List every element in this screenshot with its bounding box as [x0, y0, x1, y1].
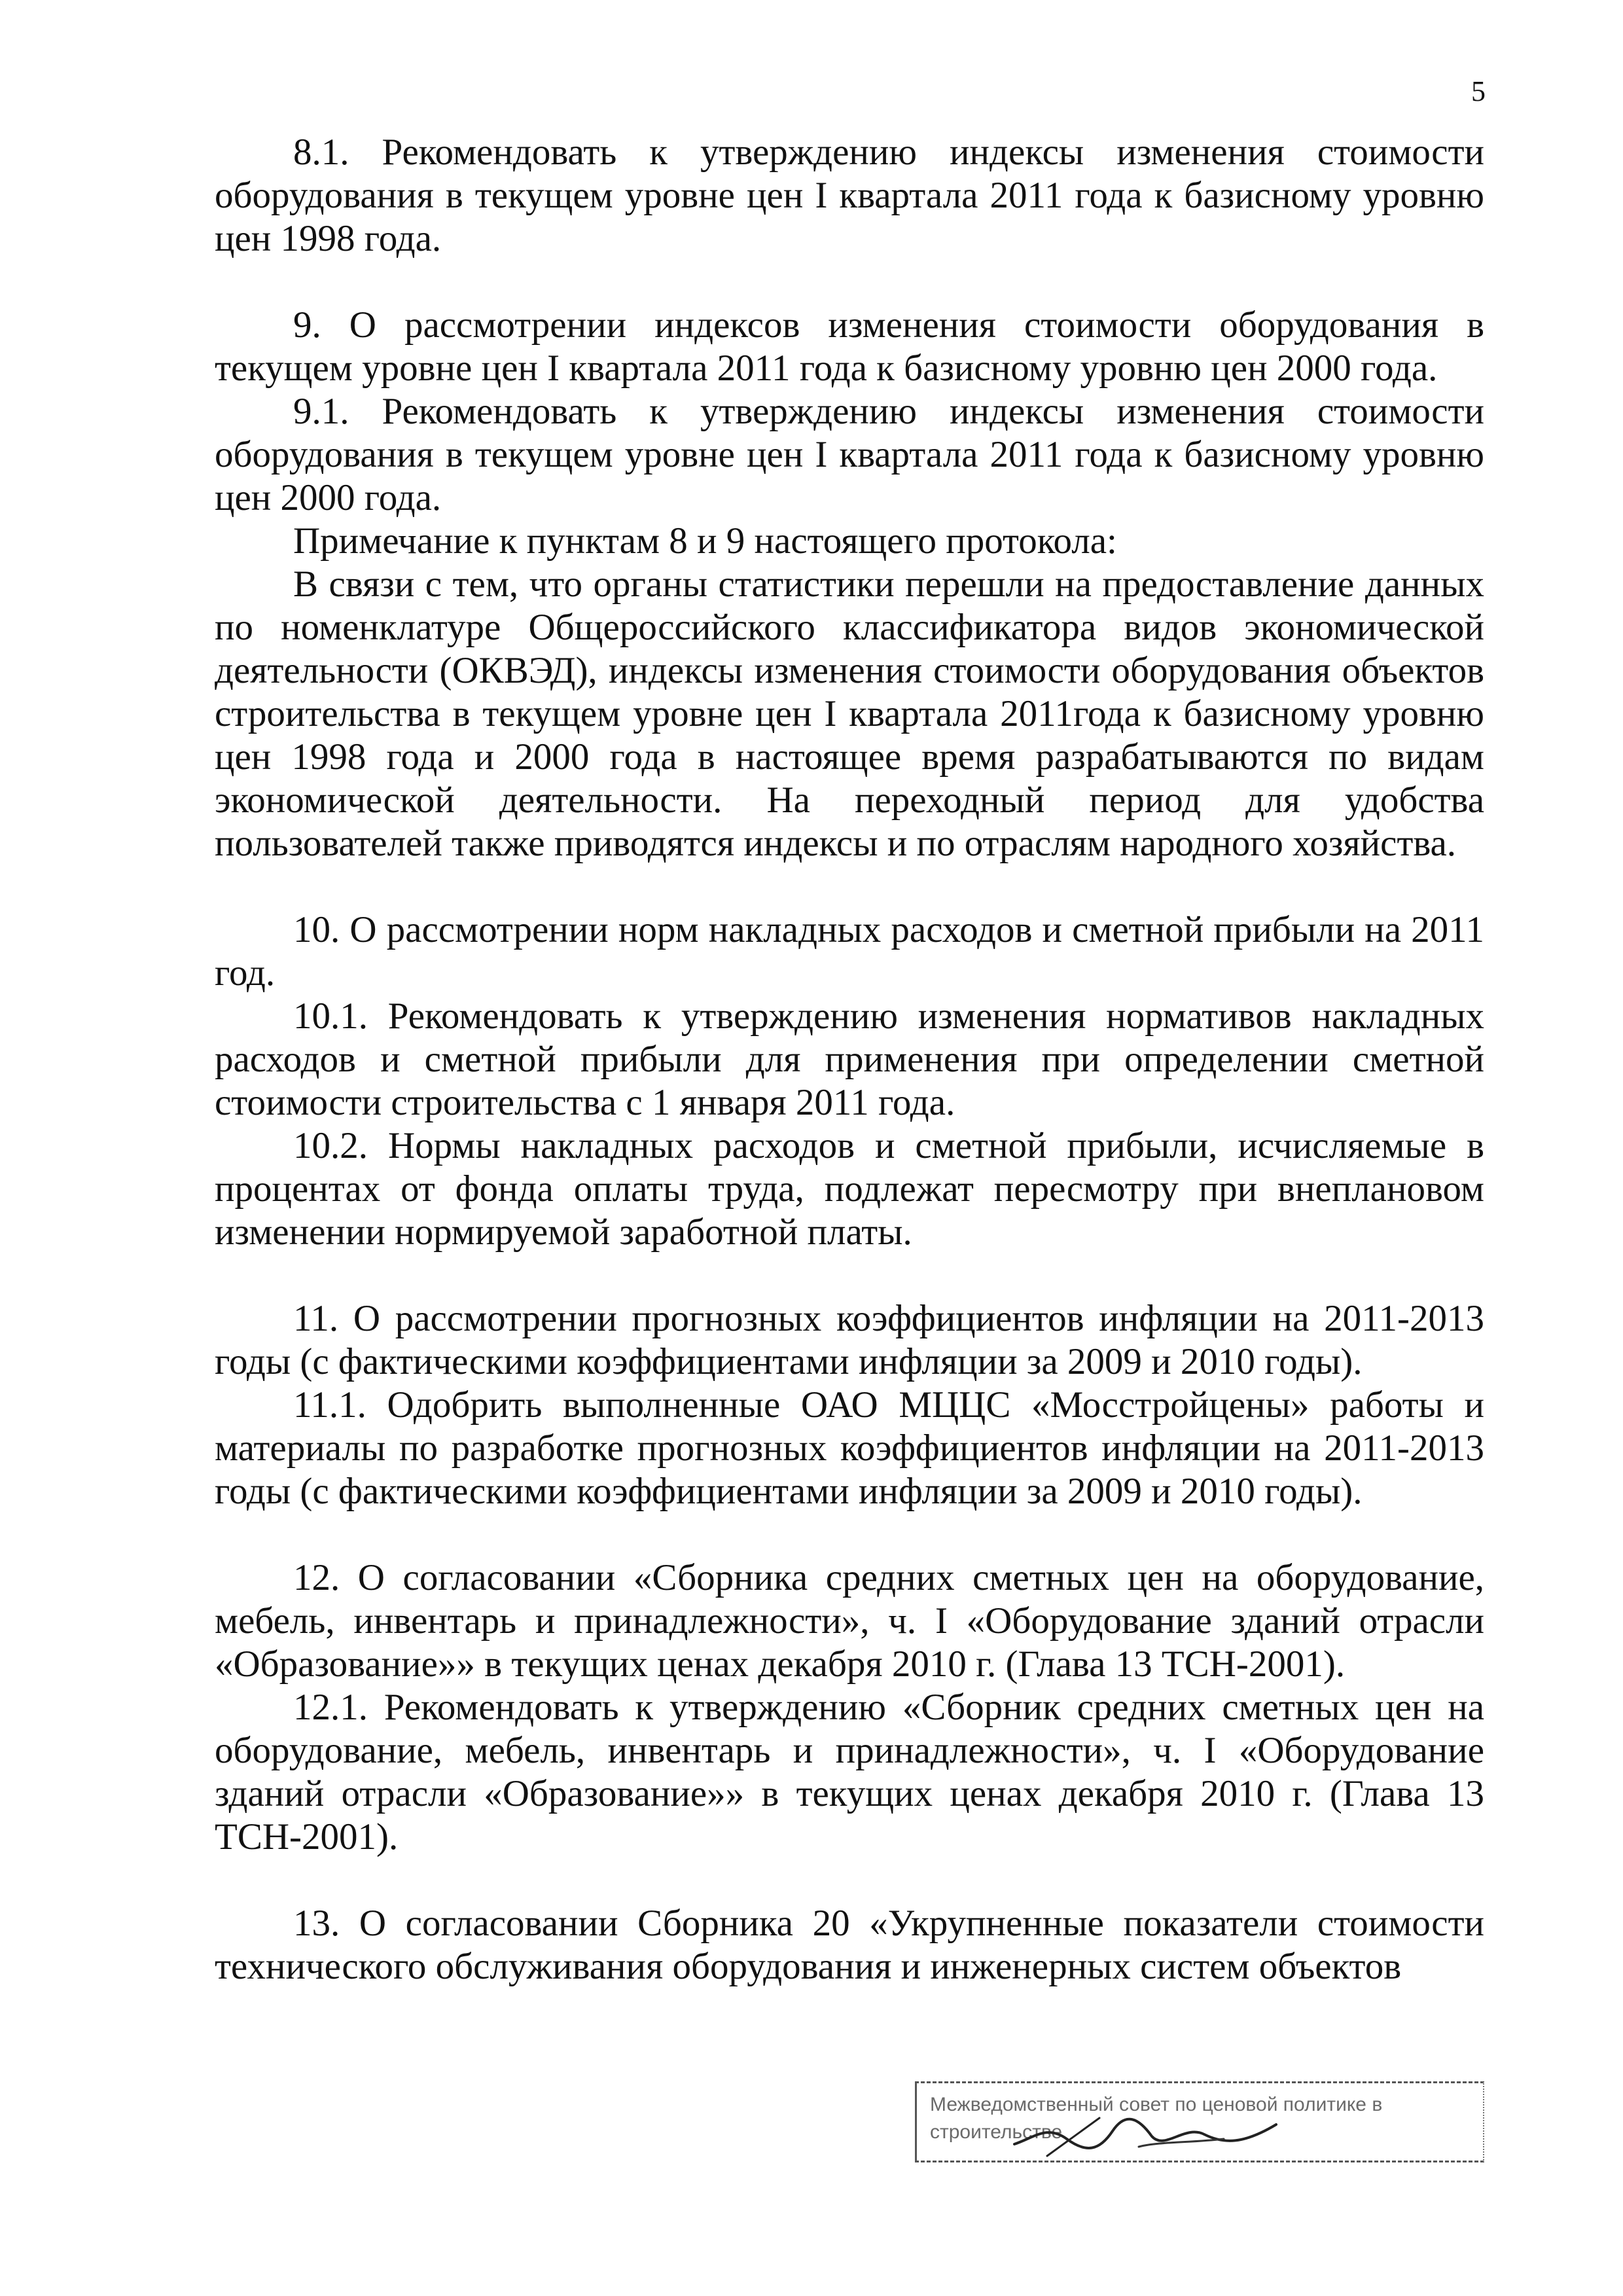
spacer [215, 1513, 1484, 1556]
spacer [215, 260, 1484, 304]
paragraph-9: 9. О рассмотрении индексов изменения стоимости оборудования в текущем уровне цен I квартала 2011 года к базисному уровню цен 2000 года. [215, 304, 1484, 389]
paragraph-9-1: 9.1. Рекомендовать к утверждению индексы изменения стоимости оборудования в текущем уровне цен I квартала 2011 года к базисному уровню цен 2000 года. [215, 391, 1484, 518]
paragraph-10-1: 10.1. Рекомендовать к утверждению изменения нормативов накладных расходов и сметной прибыли для применения при определении сметной стоимости строительства с 1 января 2011 года. [215, 996, 1484, 1123]
paragraph-8-1: 8.1. Рекомендовать к утверждению индексы изменения стоимости оборудования в текущем уровне цен I квартала 2011 года к базисному уровню цен 1998 года. [215, 132, 1484, 259]
paragraph-12-1: 12.1. Рекомендовать к утверждению «Сборник средних сметных цен на оборудование, мебель, инвентарь и принадлежности», ч. I «Оборудование зданий отрасли «Образование»» в текущих ценах декабря 2010 г. (Глава 13 ТСН-2001). [215, 1687, 1484, 1857]
paragraph-10-2: 10.2. Нормы накладных расходов и сметной прибыли, исчисляемые в процентах от фонда оплаты труда, подлежат пересмотру при внеплановом изменении нормируемой заработной платы. [215, 1125, 1484, 1253]
document-body [215, 131, 1484, 1988]
spacer [215, 1254, 1484, 1297]
paragraph-12: 12. О согласовании «Сборника средних сметных цен на оборудование, мебель, инвентарь и принадлежности», ч. I «Оборудование зданий отрасли «Образование»» в текущих ценах декабря 2010 г. (Глава 13 ТСН-2001). [215, 1557, 1484, 1685]
stamp-line-2: строительстве [930, 2121, 1063, 2143]
paragraph-13: 13. О согласовании Сборника 20 «Укрупненные показатели стоимости технического обслуживания оборудования и инженерных систем объектов [215, 1903, 1484, 1987]
stamp-line-1: Межведомственный совет по ценовой политике в [930, 2094, 1383, 2115]
paragraph-11-1: 11.1. Одобрить выполненные ОАО МЦЦС «Мосстройцены» работы и материалы по разработке прогнозных коэффициентов инфляции на 2011-2013 годы (с фактическими коэффициентами инфляции за 2009 и 2010 годы). [215, 1384, 1484, 1512]
note-text: В связи с тем, что органы статистики перешли на предоставление данных по номенклатуре Общероссийского классификатора видов экономической деятельности (ОКВЭД), индексы изменения стоимости оборудования объектов строительства в текущем уровне цен I квартала 2011года к базисному уровню цен 1998 года и 2000 года в настоящее время разрабатываются по видам экономической деятельности. На переходный период для удобства пользователей также приводятся индексы и по отраслям народного хозяйства. [215, 564, 1484, 864]
handwritten-signature [1008, 2098, 1283, 2164]
page-number: 5 [1471, 75, 1486, 107]
spacer [215, 1859, 1484, 1902]
paragraph-10: 10. О рассмотрении норм накладных расходов и сметной прибыли на 2011 год. [215, 909, 1484, 994]
spacer [215, 865, 1484, 908]
note-heading: Примечание к пунктам 8 и 9 настоящего протокола: [293, 520, 1117, 562]
paragraph-11: 11. О рассмотрении прогнозных коэффициентов инфляции на 2011-2013 годы (с фактическими коэффициентами инфляции за 2009 и 2010 годы). [215, 1298, 1484, 1382]
